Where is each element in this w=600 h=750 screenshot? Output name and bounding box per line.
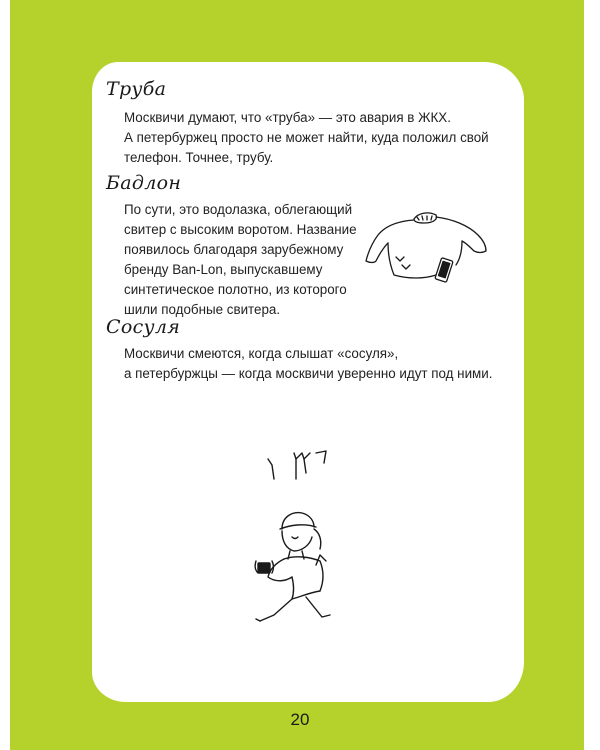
entry-body bbox=[124, 108, 489, 168]
page-number: 20 bbox=[290, 710, 310, 729]
entry-line: а петербуржцы — когда москвичи уверенно идут под ними. bbox=[124, 366, 493, 381]
entry-line: телефон. Точнее, трубу. bbox=[124, 150, 274, 165]
entry-body bbox=[124, 344, 492, 384]
entry-title: Труба bbox=[106, 78, 167, 100]
entry-line: Москвичи думают, что «труба» — это авария в ЖКХ. bbox=[124, 110, 451, 125]
entry-line: бренду Ban-Lon, выпускавшему bbox=[124, 262, 323, 277]
entry-line: свитер с высоким воротом. Название bbox=[124, 222, 357, 237]
walker-under-icicles-illustration bbox=[220, 445, 370, 625]
icicles-icon bbox=[268, 451, 326, 479]
entry-body bbox=[124, 200, 357, 320]
entry-line: По сути, это водолазка, облегающий bbox=[124, 202, 353, 217]
entry-line: шили подобные свитера. bbox=[124, 302, 281, 317]
entry-line: Москвичи смеются, когда слышат «сосуля», bbox=[124, 346, 399, 361]
entry-title: Бадлон bbox=[106, 172, 182, 194]
entry-line: синтетическое полотно, из которого bbox=[124, 282, 347, 297]
content-card bbox=[92, 62, 524, 702]
entry-line: А петербуржец просто не может найти, куда положил свой bbox=[124, 130, 489, 145]
sweater-illustration bbox=[362, 205, 492, 287]
entry-line: появилось благодаря зарубежному bbox=[124, 242, 344, 257]
entry-title: Сосуля bbox=[106, 316, 181, 338]
